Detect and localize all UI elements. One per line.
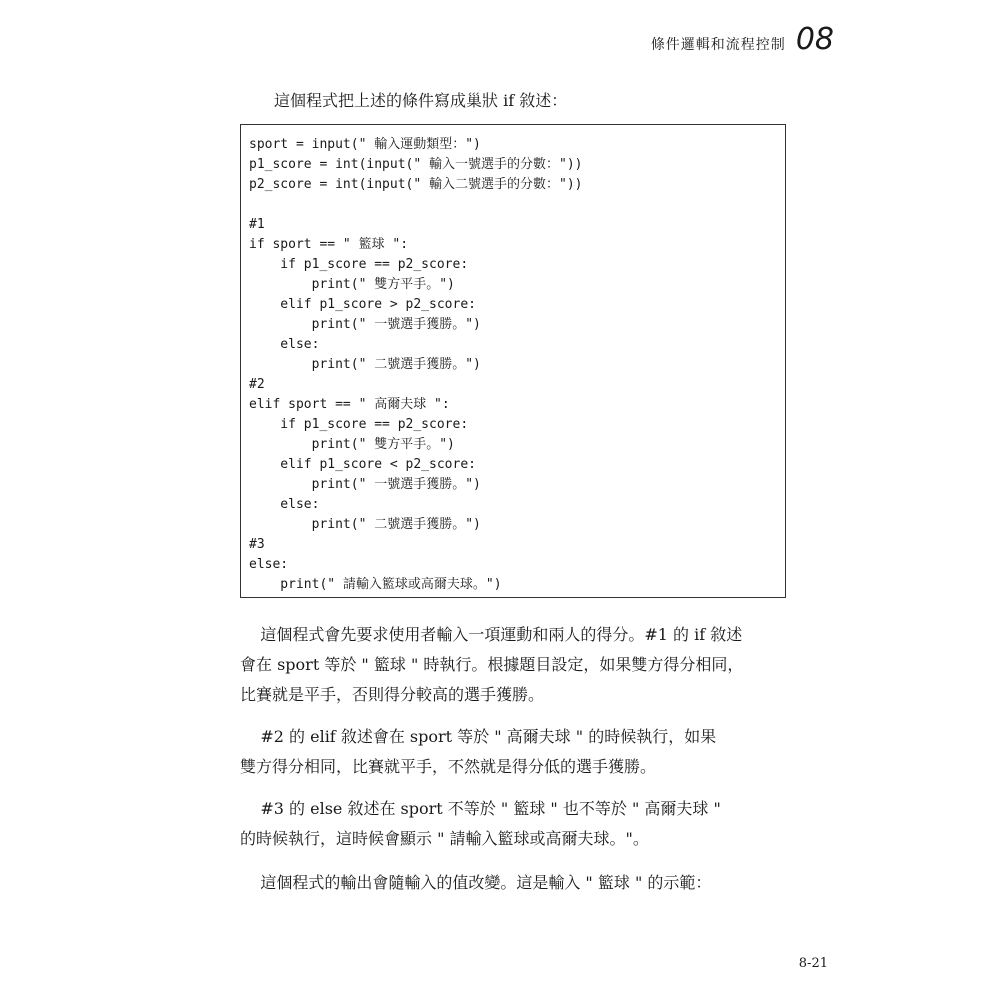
paragraph-4 bbox=[240, 868, 788, 898]
paragraph-line: 的時候執行，這時候會顯示 " 請輸入籃球或高爾夫球。"。 bbox=[240, 829, 649, 848]
paragraph-3 bbox=[240, 794, 788, 854]
code-line: print(" 雙方平手。") bbox=[249, 437, 455, 452]
code-line bbox=[249, 195, 777, 215]
code-line: sport = input(" 輸入運動類型：") bbox=[249, 137, 481, 152]
code-line: print(" 一號選手獲勝。") bbox=[249, 477, 481, 492]
code-line: print(" 請輸入籃球或高爾夫球。") bbox=[249, 577, 502, 592]
code-line: #3 bbox=[249, 537, 265, 552]
code-line: print(" 一號選手獲勝。") bbox=[249, 317, 481, 332]
code-line: elif p1_score > p2_score: bbox=[249, 297, 476, 312]
paragraph-line: 比賽就是平手，否則得分較高的選手獲勝。 bbox=[240, 685, 545, 704]
code-line: p2_score = int(input(" 輸入二號選手的分數：")) bbox=[249, 177, 583, 192]
intro-sentence: 這個程式把上述的條件寫成巢狀 if 敘述： bbox=[274, 91, 568, 110]
code-line: else: bbox=[249, 497, 320, 512]
code-line: elif sport == " 高爾夫球 ": bbox=[249, 397, 450, 412]
code-line: elif p1_score < p2_score: bbox=[249, 457, 476, 472]
paragraph-2 bbox=[240, 722, 788, 782]
code-block bbox=[240, 124, 786, 598]
page-header bbox=[651, 22, 834, 57]
paragraph-line: 會在 sport 等於 " 籃球 " 時執行。根據題目設定，如果雙方得分相同， bbox=[240, 655, 744, 674]
code-line: if sport == " 籃球 ": bbox=[249, 237, 409, 252]
code-line: else: bbox=[249, 337, 320, 352]
paragraph-1 bbox=[240, 620, 788, 710]
paragraph-line: 這個程式的輸出會隨輸入的值改變。這是輸入 " 籃球 " 的示範： bbox=[240, 873, 712, 892]
chapter-title: 條件邏輯和流程控制 bbox=[650, 37, 786, 53]
code-line: #1 bbox=[249, 217, 265, 232]
page-number: 8-21 bbox=[798, 956, 828, 971]
paragraph-line: #3 的 else 敘述在 sport 不等於 " 籃球 " 也不等於 " 高爾夫球 " bbox=[240, 799, 721, 818]
code-line: if p1_score == p2_score: bbox=[249, 417, 469, 432]
chapter-number: 08 bbox=[795, 22, 834, 57]
code-line: print(" 二號選手獲勝。") bbox=[249, 517, 481, 532]
paragraph-line: #2 的 elif 敘述會在 sport 等於 " 高爾夫球 " 的時候執行，如果 bbox=[240, 727, 717, 746]
code-line: if p1_score == p2_score: bbox=[249, 257, 469, 272]
code-line: #2 bbox=[249, 377, 265, 392]
code-line: p1_score = int(input(" 輸入一號選手的分數：")) bbox=[249, 157, 583, 172]
code-line: print(" 二號選手獲勝。") bbox=[249, 357, 481, 372]
code-line: print(" 雙方平手。") bbox=[249, 277, 455, 292]
paragraph-line: 這個程式會先要求使用者輸入一項運動和兩人的得分。#1 的 if 敘述 bbox=[240, 625, 743, 644]
paragraph-line: 雙方得分相同，比賽就平手，不然就是得分低的選手獲勝。 bbox=[240, 757, 657, 776]
code-line: else: bbox=[249, 557, 289, 572]
